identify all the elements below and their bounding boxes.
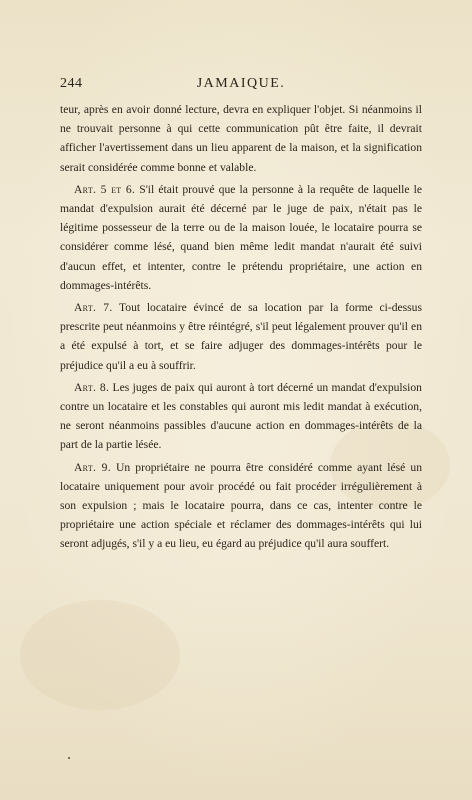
article-paragraph <box>60 378 422 455</box>
article-paragraph <box>60 298 422 375</box>
article-paragraph <box>60 458 422 554</box>
paragraph-text: S'il était prouvé que la personne à la requête de laquelle le mandat d'expulsion aurait été décerné par le juge de paix, n'était pas le légitime possesseur de la terre ou de la maison louée, le locataire pourra se considérer comme lésé, quand bien même ledit mandat n'aurait été suivi d'aucun effet, et intenter, contre le prétendu propriétaire, une action en dommages-intérêts. <box>60 182 423 292</box>
running-title: JAMAIQUE. <box>196 76 286 91</box>
article-label: Art. 8. <box>74 380 110 394</box>
article-label: Art. 5 et 6. <box>74 182 136 196</box>
paragraph-text: Les juges de paix qui auront à tort décerné un mandat d'expulsion contre un locataire et les constables qui auront mis ledit mandat à exécution, ne seront néanmoins passibles d'aucune action en dommages-intérêts de la part de la partie lésée. <box>60 380 422 452</box>
ink-speck <box>68 757 70 759</box>
page-body <box>60 100 422 557</box>
article-paragraph <box>60 180 422 295</box>
page-header <box>60 76 422 96</box>
paragraph-text: Un propriétaire ne pourra être considéré comme ayant lésé un locataire uniquement pour avoir procédé ou fait procéder irrégulièrement à son expulsion ; mais le locataire pourra, dans ce cas, intenter contre le propriétaire une action spéciale et réclamer des dommages-intérêts qui lui seront adjugés, s'il y a eu lieu, eu égard au préjudice qu'il aura souffert. <box>60 460 422 551</box>
paragraph-text: Tout locataire évincé de sa location par la forme ci-dessus prescrite peut néanmoins y être réintégré, s'il peut légalement prouver qu'il en a été expulsé à tort, et se faire adjuger des dommages-intérêts pour le préjudice qu'il a eu à souffrir. <box>60 301 422 372</box>
article-label: Art. 9. <box>74 460 111 474</box>
paragraph-continuation <box>60 100 422 177</box>
page-number: 244 <box>60 76 83 91</box>
article-label: Art. 7. <box>74 301 113 315</box>
paragraph-text: teur, après en avoir donné lecture, devra en expliquer l'objet. Si néanmoins il ne trouvait personne à qui cette communication pût être faite, il devrait afficher l'avertissement dans un lieu apparent de la maison, et la signification serait considérée comme bonne et valable. <box>60 103 422 174</box>
paper-stain <box>20 600 180 710</box>
